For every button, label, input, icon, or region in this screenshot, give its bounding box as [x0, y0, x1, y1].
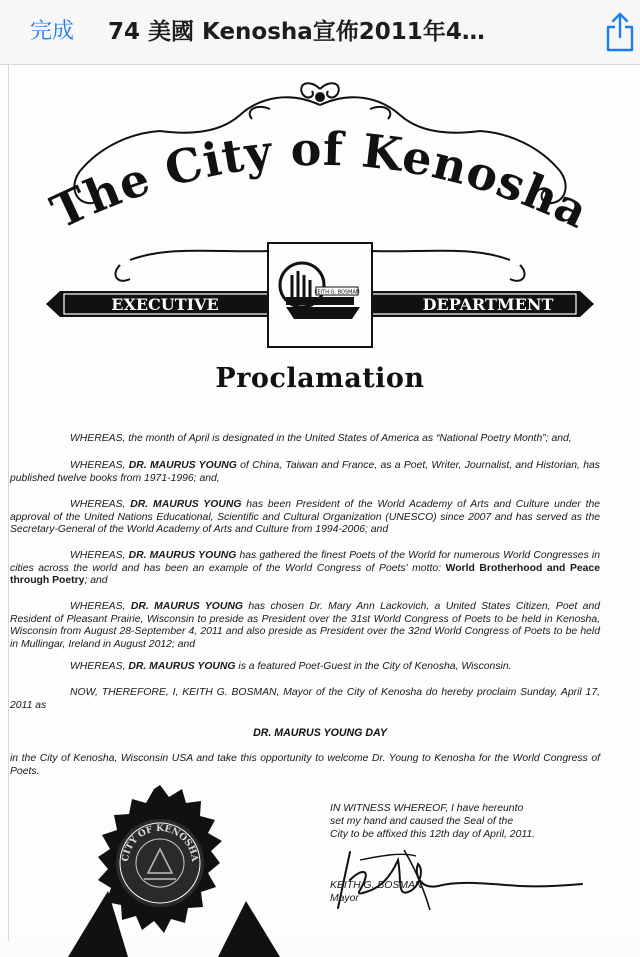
signer-block	[330, 880, 422, 906]
page-edge	[8, 65, 9, 941]
banner-executive: EXECUTIVE	[111, 295, 219, 314]
paragraph-6: WHEREAS, DR. MAURUS YOUNG is a featured Poet-Guest in the City of Kenosha, Wisconsin.	[70, 661, 512, 672]
paragraph-1: WHEREAS, the month of April is designated in the United States of America as “National Poetry Month”; and,	[70, 433, 572, 444]
signer-name: KEITH G. BOSMAN	[330, 880, 423, 891]
signer-role: Mayor	[330, 892, 359, 904]
document-title: 74 美國 Kenosha宣佈2011年4…	[108, 19, 485, 45]
done-button[interactable]: 完成	[30, 19, 75, 44]
banner-department: DEPARTMENT	[422, 295, 554, 314]
paragraph-7: NOW, THEREFORE, I, KEITH G. BOSMAN, Mayor of the City of Kenosha do hereby proclaim Sunday, April 17, 2011 as	[10, 687, 600, 711]
proclamation-title: Proclamation	[215, 363, 425, 394]
paragraph-5: WHEREAS, DR. MAURUS YOUNG has chosen Dr. Mary Ann Lackovich, a United States Citizen, Poet and Resident of Pleasant Prairie, Wisconsin to preside as President over the 31st World Congress of Poets to be held in Kenosha, Wisconsin from August 28-September 4, 2011 and also preside as President over the 32nd World Congress of Poets to be held in Mullingar, Ireland in August 2012; and	[10, 601, 601, 650]
witness-clause: IN WITNESS WHEREOF, I have hereunto set my hand and caused the Seal of the City to be affixed this 12th day of April, 2011.	[330, 803, 536, 840]
paragraph-4: WHEREAS, DR. MAURUS YOUNG has gathered the finest Poets of the World for numerous World Congresses in cities across the world and has been an example of the World Congress of Poets' motto: World Brotherhood and Peace through Poetry; and	[10, 550, 601, 587]
paragraph-2: WHEREAS, DR. MAURUS YOUNG of China, Taiwan and France, as a Poet, Writer, Journalist, and Historian, has published twelve books from 1971-1996; and,	[10, 460, 601, 484]
mayor-signature	[320, 830, 590, 920]
seal-lettering: CITY OF KENOSHA	[120, 823, 200, 863]
share-icon[interactable]	[604, 10, 636, 52]
logo-lettering: KEITH G. BOSMAN	[314, 289, 360, 296]
letterhead-header	[40, 75, 600, 365]
document-page	[0, 65, 640, 941]
paragraph-8: in the City of Kenosha, Wisconsin USA and take this opportunity to welcome Dr. Young to Kenosha for the World Congress of Poets.	[10, 753, 600, 777]
navigation-bar	[0, 0, 640, 65]
city-seal	[68, 781, 280, 957]
proclaimed-day: DR. MAURUS YOUNG DAY	[253, 727, 387, 739]
paragraph-3: WHEREAS, DR. MAURUS YOUNG has been President of the World Academy of Arts and Culture under the approval of the United Nations Educational, Scientific and Cultural Organization (UNESCO) since 2007 and has served as the Secretary-General of the World Academy of Arts and Culture from 1994-2006; and	[10, 499, 601, 536]
city-title-text: The City of Kenosha	[42, 121, 598, 240]
